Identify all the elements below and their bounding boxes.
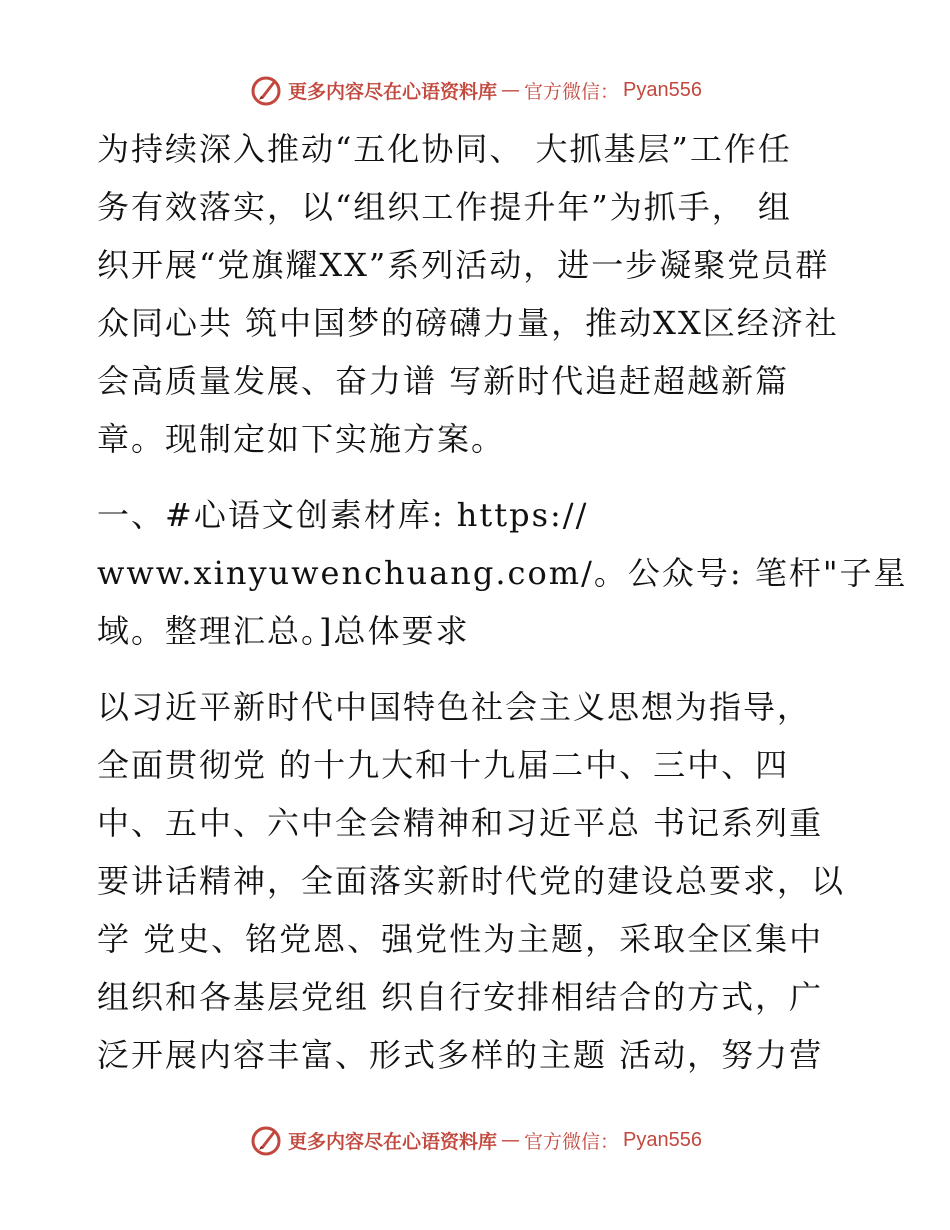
header-wechat-id: Pyan556 [623,78,702,101]
text-line: 众同心共 筑中国梦的磅礴力量，推动XX区经济社 [97,304,839,342]
paragraph-section-heading [97,486,908,660]
paragraph-intro [97,120,867,468]
text-line: 务有效落实，以“组织工作提升年”为抓手， 组 [97,188,792,226]
footer-banner-content [248,1122,702,1158]
footer-banner-dash: — [501,1129,521,1151]
quill-pen-logo-icon [248,1122,284,1158]
text-line: 以习近平新时代中国特色社会主义思想为指导， [97,688,812,726]
document-body [97,120,908,1102]
text-line: 要讲话精神，全面落实新时代党的建设总要求，以 [97,862,846,900]
text-line: 组织和各基层党组 织自行安排相结合的方式，广 [97,978,824,1016]
header-banner-content [248,72,702,108]
text-line: 域。整理汇总。]总体要求 [97,612,470,650]
text-line: 织开展“党旗耀XX”系列活动，进一步凝聚党员群 [97,246,830,284]
header-banner-text: 更多内容尽在心语资料库 [288,80,498,103]
text-line: 一、#心语文创素材库: https:// [97,496,589,534]
footer-banner [0,1122,950,1158]
text-line: 章。现制定如下实施方案。 [97,420,506,458]
text-line: 学 党史、铭党恩、强党性为主题，采取全区集中 [97,920,824,958]
header-banner-dash: — [501,79,521,101]
text-line: 会高质量发展、奋力谱 写新时代追赶超越新篇 [97,362,790,400]
header-banner [0,72,950,108]
footer-wechat-id: Pyan556 [623,1128,702,1151]
text-line: 全面贯彻党 的十九大和十九届二中、三中、四 [97,746,790,784]
footer-wechat-label: 官方微信： [524,1130,620,1153]
text-line: 泛开展内容丰富、形式多样的主题 活动，努力营 [97,1036,824,1074]
header-wechat-label: 官方微信： [524,80,620,103]
text-line: 中、五中、六中全会精神和习近平总 书记系列重 [97,804,824,842]
footer-banner-text: 更多内容尽在心语资料库 [288,1130,498,1153]
quill-pen-logo-icon [248,72,284,108]
paragraph-guiding-principle [97,678,867,1084]
text-line: www.xinyuwenchuang.com/。公众号: 笔杆"子星 [97,554,908,592]
text-line: 为持续深入推动“五化协同、 大抓基层”工作任 [97,130,792,168]
